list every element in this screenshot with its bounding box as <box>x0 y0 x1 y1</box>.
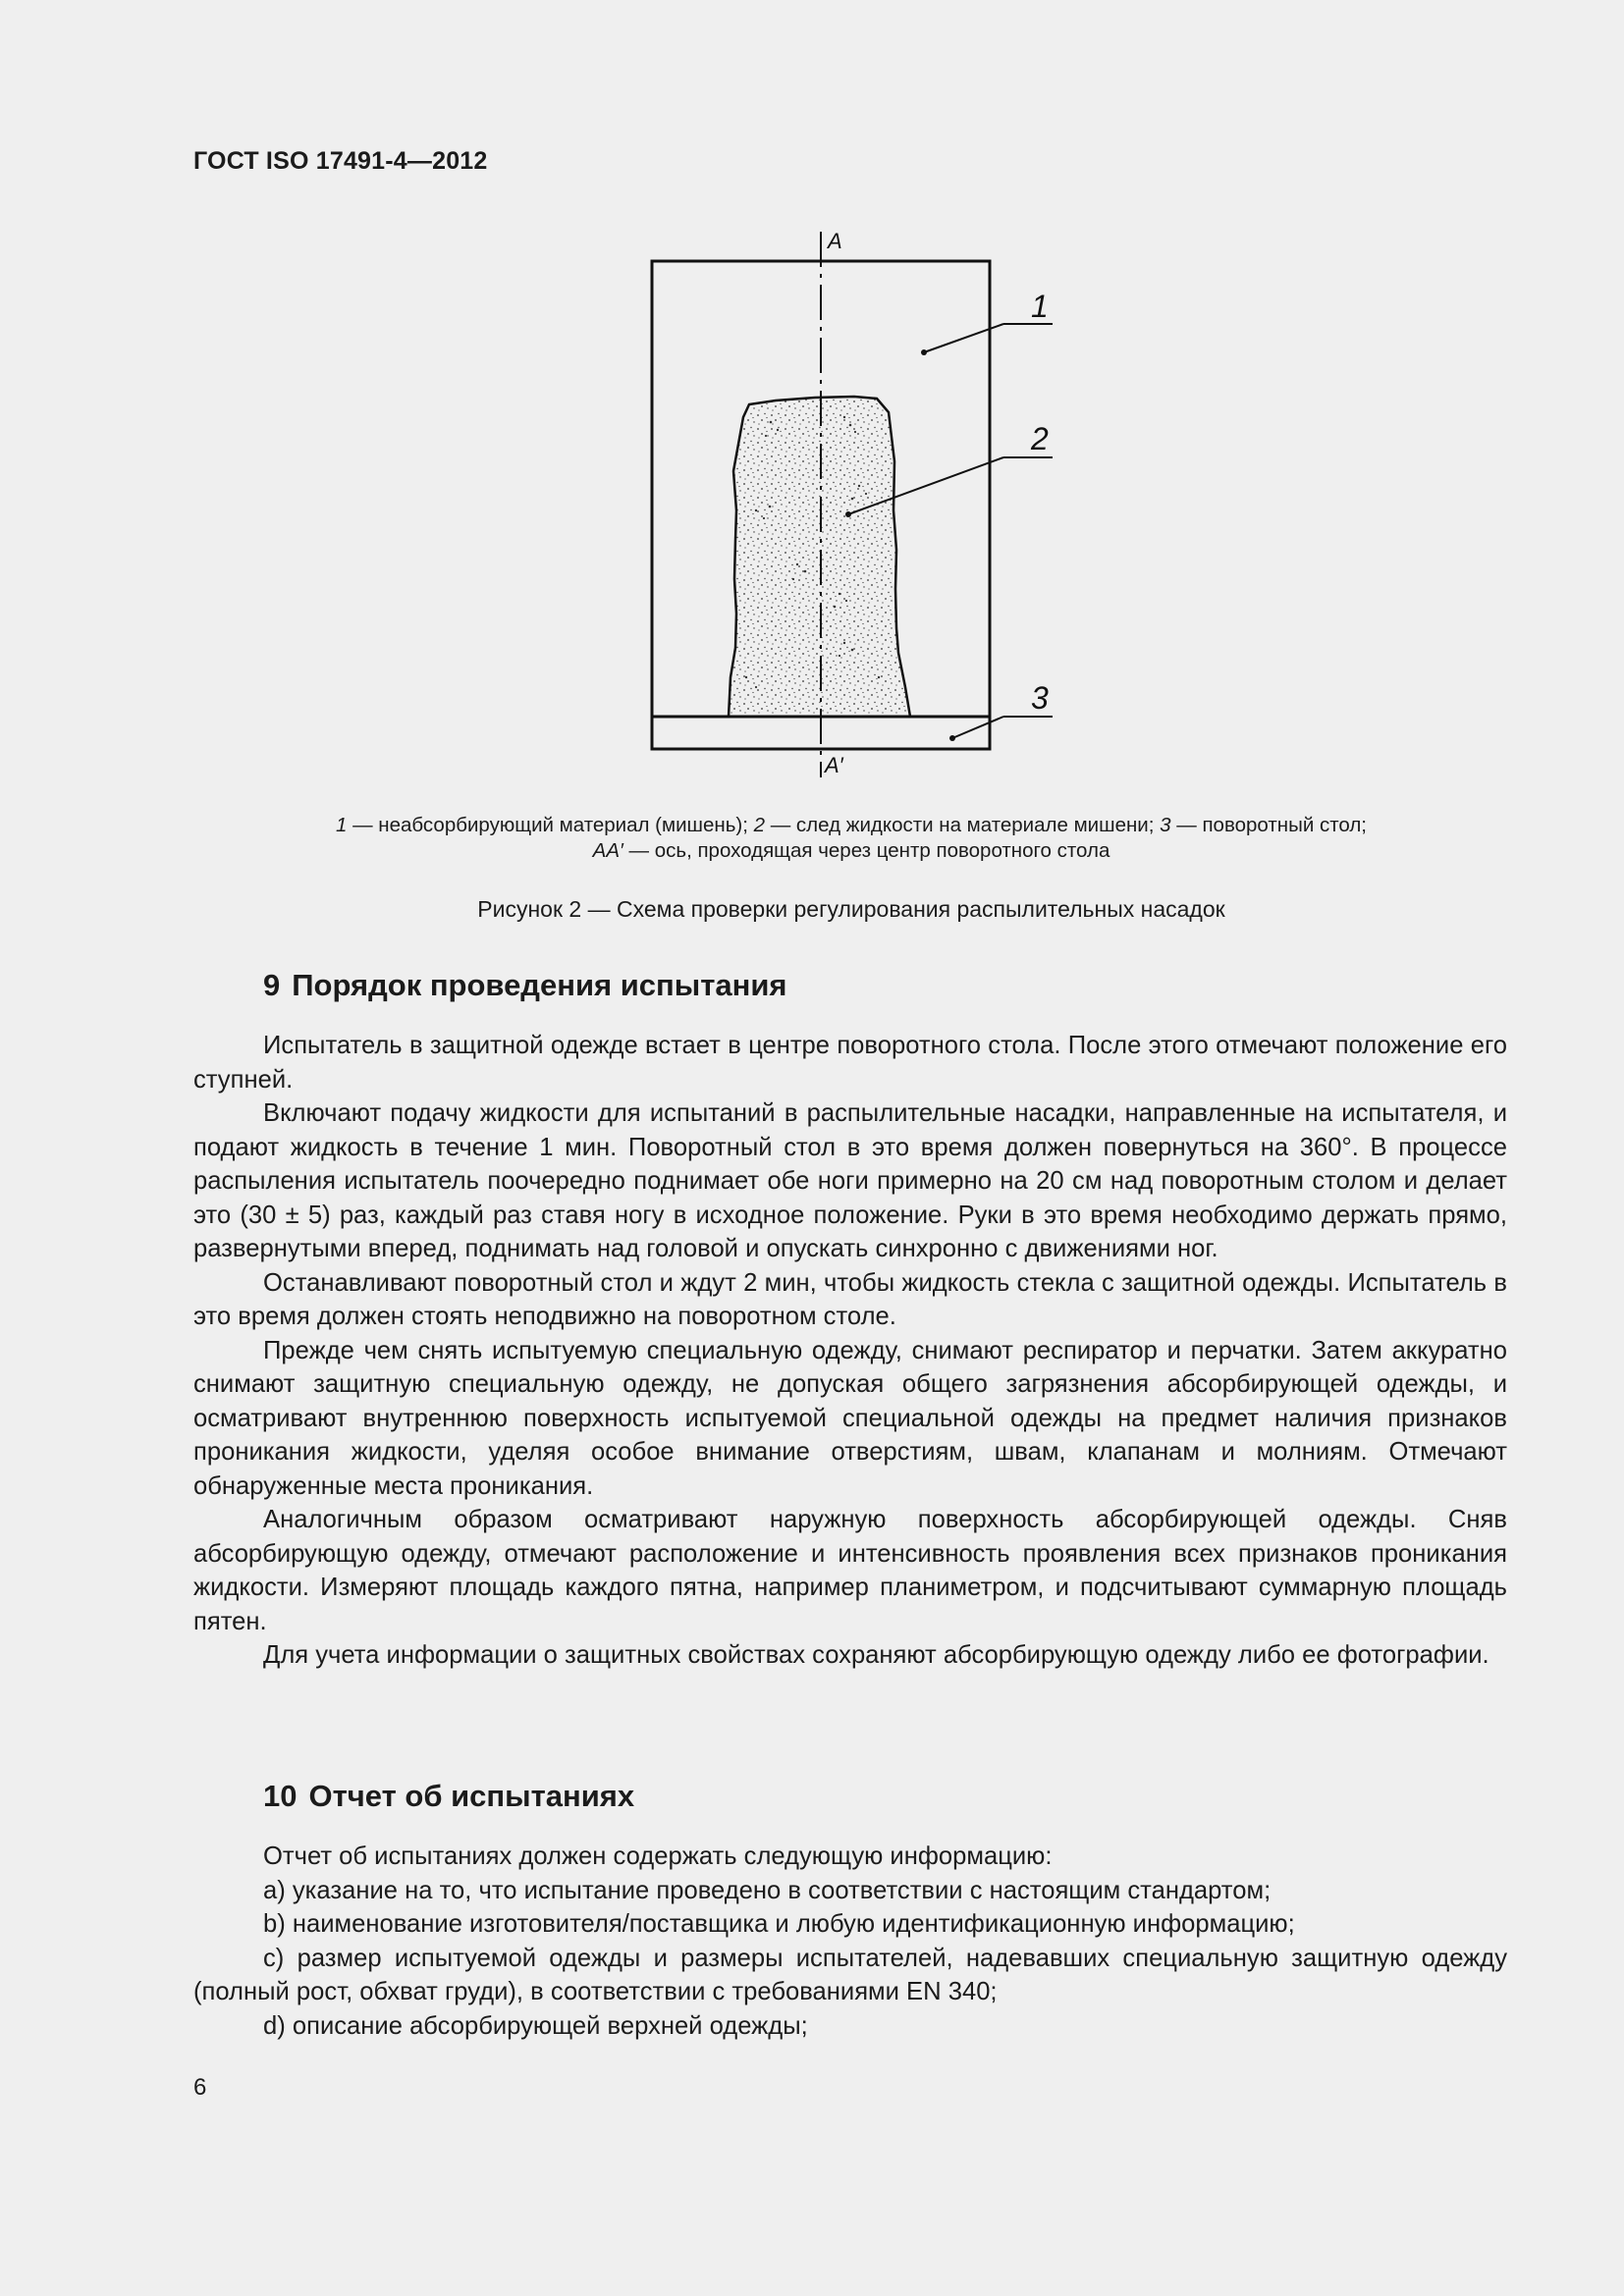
section-10-heading <box>263 1779 634 1814</box>
paragraph: Включают подачу жидкости для испытаний в распылительные насадки, направленные на испытателя, и подают жидкость в течение 1 мин. Поворотный стол в это время должен повернуться на 360°. В процессе распыления испытатель поочередно поднимает обе ноги примерно на 20 см над поворотным столом и делает это (30 ± 5) раз, каждый раз ставя ногу в исходное положение. Руки в это время необходимо держать прямо, развернутыми вперед, поднимать над головой и опускать синхронно с движениями ног. <box>193 1099 1507 1262</box>
section-9-title: Порядок проведения испытания <box>292 968 787 1002</box>
list-item: c) размер испытуемой одежды и размеры испытателей, надевавших специальную защитную одежду (полный рост, обхват груди), в соответствии с требованиями EN 340; <box>193 1944 1507 2005</box>
legend-text-2: — след жидкости на материале мишени; <box>765 814 1161 836</box>
list-item: a) указание на то, что испытание проведено в соответствии с настоящим стандартом; <box>263 1876 1272 1904</box>
section-10-number: 10 <box>263 1779 298 1813</box>
axis-top-label: A <box>828 229 842 253</box>
callout-1-leader <box>924 324 1003 352</box>
legend-key-3: 3 <box>1160 814 1171 836</box>
section-9-heading <box>263 968 787 1003</box>
legend-text-aa: — ось, проходящая через центр поворотного стола <box>623 839 1110 862</box>
paragraph: Останавливают поворотный стол и ждут 2 мин, чтобы жидкость стекла с защитной одежды. Испытатель в это время должен стоять неподвижно на поворотном столе. <box>193 1268 1507 1330</box>
list-item: d) описание абсорбирующей верхней одежды; <box>263 2011 808 2040</box>
axis-bottom-label: A′ <box>825 753 843 777</box>
paragraph: Испытатель в защитной одежде встает в центре поворотного стола. После этого отмечают положение его ступней. <box>193 1032 1507 1094</box>
page-number: 6 <box>193 2074 207 2101</box>
legend-text-1: — неабсорбирующий материал (мишень); <box>347 814 754 836</box>
figure-legend-line-2 <box>193 838 1509 864</box>
section-10-body <box>193 1840 1507 2043</box>
paragraph: Для учета информации о защитных свойствах сохраняют абсорбирующую одежду либо ее фотографии. <box>263 1641 1489 1669</box>
paragraph: Отчет об испытаниях должен содержать следующую информацию: <box>263 1842 1053 1870</box>
callout-2-number: 2 <box>1031 421 1049 456</box>
document-id-header: ГОСТ ISO 17491-4—2012 <box>193 147 488 175</box>
figure-2-diagram <box>628 221 1080 790</box>
section-9-body <box>193 1029 1507 1673</box>
legend-text-3: — поворотный стол; <box>1170 814 1367 836</box>
callout-3-number: 3 <box>1031 680 1049 716</box>
legend-key-1: 1 <box>336 814 348 836</box>
figure-legend <box>193 813 1509 864</box>
callout-3-leader <box>952 717 1003 738</box>
callout-1-number: 1 <box>1031 289 1049 324</box>
section-9-number: 9 <box>263 968 281 1002</box>
legend-key-2: 2 <box>753 814 766 836</box>
figure-legend-line-1 <box>193 813 1509 838</box>
section-10-title: Отчет об испытаниях <box>308 1779 635 1813</box>
paragraph: Аналогичным образом осматривают наружную поверхность абсорбирующей одежды. Сняв абсорбирующую одежду, отмечают расположение и интенсивность проявления всех признаков проникания жидкости. Измеряют площадь каждого пятна, например планиметром, и подсчитывают суммарную площадь пятен. <box>193 1506 1507 1635</box>
liquid-trace-shape <box>729 397 910 717</box>
legend-key-aa: AA′ <box>592 839 623 862</box>
figure-caption: Рисунок 2 — Схема проверки регулирования распылительных насадок <box>477 896 1225 922</box>
paragraph: Прежде чем снять испытуемую специальную одежду, снимают респиратор и перчатки. Затем аккуратно снимают защитную специальную одежду, не допуская общего загрязнения абсорбирующей одежды, и осматривают внутреннюю поверхность испытуемой специальной одежды на предмет наличия признаков проникания жидкости, уделяя особое внимание отверстиям, швам, клапанам и молниям. Отмечают обнаруженные места проникания. <box>193 1336 1507 1500</box>
list-item: b) наименование изготовителя/поставщика и любую идентификационную информацию; <box>263 1910 1295 1938</box>
